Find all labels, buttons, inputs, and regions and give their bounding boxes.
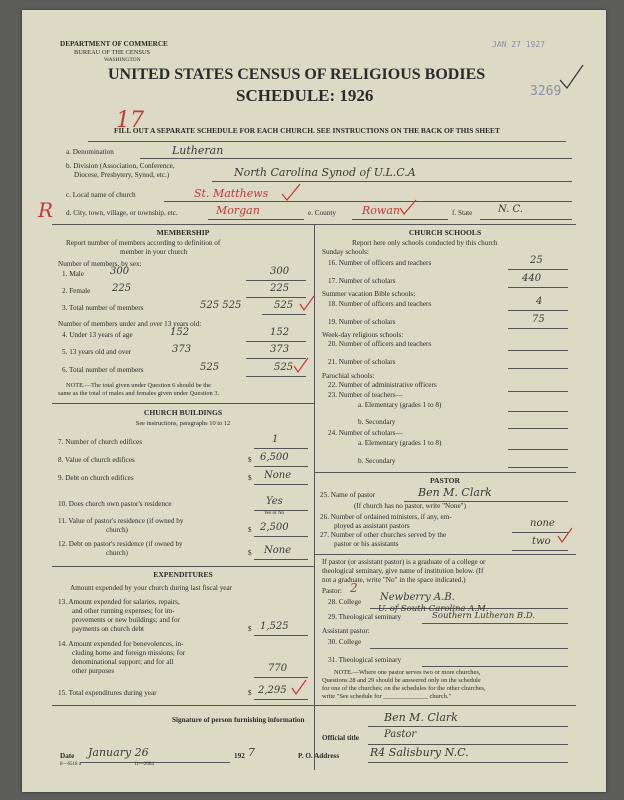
membership-intro-1: Report number of members according to definition of <box>66 239 221 247</box>
pastor-note-4: write "See schedule for ______________ church." <box>322 693 452 700</box>
benevolence-label-2: cluding home and foreign missions; for <box>72 649 186 657</box>
checkmark-icon <box>298 294 316 312</box>
edifice-debt-label: 9. Debt on church edifices <box>58 474 134 482</box>
print-number: 11—2064 <box>134 762 154 767</box>
checkmark-icon <box>398 198 418 216</box>
summer-officers-line <box>508 310 568 311</box>
teachers-elementary-line <box>508 411 568 412</box>
scholars-secondary-line <box>508 467 568 468</box>
summer-officers-value: 4 <box>536 296 543 307</box>
expenditures-subheading: Amount expended by your church during last fiscal year <box>70 584 233 592</box>
scholars-elementary-label: a. Elementary (grades 1 to 8) <box>358 439 442 447</box>
running-exp-line <box>254 635 308 636</box>
asst-college-label: 30. College <box>328 638 362 646</box>
county-value: Rowan <box>362 204 400 217</box>
official-title-value: Pastor <box>384 729 417 740</box>
total-exp-value: 2,295 <box>258 685 287 696</box>
dollar-sign: $ <box>248 456 252 464</box>
sunday-officers-value: 25 <box>530 255 543 266</box>
state-line <box>480 219 572 220</box>
female-value: 225 <box>270 283 290 294</box>
edifice-value-line <box>254 466 308 467</box>
male-left-value: 300 <box>110 266 130 277</box>
denomination-line <box>140 158 572 159</box>
female-line <box>246 297 306 298</box>
pastor-mid-rule <box>314 554 576 555</box>
under-13-left-value: 152 <box>170 327 190 338</box>
schools-heading: CHURCH SCHOOLS <box>408 228 482 237</box>
county-label: e. County <box>308 209 336 217</box>
under-13-line <box>246 341 306 342</box>
total-members-2-left-value: 525 <box>200 362 220 373</box>
city-value: Morgan <box>216 204 260 217</box>
membership-bottom-rule <box>52 403 314 404</box>
members-by-sex-label: Number of members, by sex: <box>58 260 142 268</box>
weekday-schools-label: Week-day religious schools: <box>322 331 404 339</box>
checkmark-icon <box>556 62 586 92</box>
assistant-ministers-value: none <box>530 518 555 529</box>
pastor-note-3: for one of the churches; on the schedules for the other churches, <box>322 685 486 692</box>
form-title: UNITED STATES CENSUS OF RELIGIOUS BODIES <box>108 66 486 83</box>
official-title-line <box>368 744 568 745</box>
checkmark-icon <box>290 678 308 696</box>
owns-residence-label: 10. Does church own pastor's residence <box>58 500 172 508</box>
city-line <box>208 219 304 220</box>
denomination-value: Lutheran <box>172 144 224 157</box>
total-members-2-line <box>246 376 306 377</box>
college-label: 28. College <box>328 598 362 606</box>
other-churches-label-2: pastor or his assistants <box>334 540 399 548</box>
form-number: 8—6518 a <box>60 762 81 767</box>
running-exp-label-4: payments on church debt <box>72 625 145 633</box>
edifice-value-value: 6,500 <box>260 452 289 463</box>
membership-note-2: same as the total of males and females given under Question 3. <box>58 390 220 397</box>
division-line <box>212 181 572 182</box>
church-edifices-value: 1 <box>272 434 279 445</box>
total-members-2-label: 6. Total number of members <box>62 366 144 374</box>
college-value-2: U. of South Carolina A.M. <box>378 604 489 614</box>
seminary-label: 29. Theological seminary <box>328 613 402 621</box>
state-value: N. C. <box>498 204 523 215</box>
asst-seminary-label: 31. Theological seminary <box>328 656 402 664</box>
asst-college-line <box>370 648 568 649</box>
owns-residence-value: Yes <box>266 496 283 507</box>
running-exp-label-1: 13. Amount expended for salaries, repairs, <box>58 598 180 606</box>
residence-value-value: 2,500 <box>260 522 289 533</box>
over-13-label: 5. 13 years old and over <box>62 348 132 356</box>
red-annotation-number: 17 <box>116 108 144 133</box>
under-13-value: 152 <box>270 327 290 338</box>
checkmark-icon <box>280 182 302 202</box>
scholars-secondary-label: b. Secondary <box>358 457 396 465</box>
pastor-name-value: Ben M. Clark <box>418 486 492 499</box>
form-instruction: FILL OUT A SEPARATE SCHEDULE FOR EACH CHURCH. SEE INSTRUCTIONS ON THE BACK OF THIS SHEET <box>114 126 500 135</box>
residence-value-line <box>254 536 308 537</box>
state-label: f. State <box>452 209 473 217</box>
signature-line <box>368 726 568 727</box>
residence-debt-label-2: church) <box>106 549 128 557</box>
total-exp-label: 15. Total expenditures during year <box>58 689 157 697</box>
dollar-sign: $ <box>248 549 252 557</box>
male-label: 1. Male <box>62 270 84 278</box>
sunday-scholars-label: 17. Number of scholars <box>328 277 396 285</box>
other-churches-value: two <box>532 536 551 547</box>
teachers-secondary-line <box>508 428 568 429</box>
sunday-schools-label: Sunday schools: <box>322 248 369 256</box>
buildings-heading: CHURCH BUILDINGS <box>143 408 223 417</box>
footer-top-rule <box>52 705 576 706</box>
checkmark-icon <box>292 356 310 374</box>
benevolence-label-4: other purposes <box>72 667 115 675</box>
header-divider <box>88 141 566 142</box>
department-name: DEPARTMENT OF COMMERCE <box>60 40 168 48</box>
dollar-sign: $ <box>248 625 252 633</box>
weekday-officers-line <box>508 350 568 351</box>
pastor-heading: PASTOR <box>429 476 461 485</box>
edifice-value-label: 8. Value of church edifices <box>58 456 135 464</box>
year-prefix: 192 <box>234 752 245 760</box>
summer-scholars-label: 19. Number of scholars <box>328 318 396 326</box>
membership-note-1: NOTE.—The total given under Question 6 should be the <box>66 382 212 389</box>
schools-intro: Report here only schools conducted by this church <box>352 239 498 247</box>
division-value: North Carolina Synod of U.L.C.A <box>234 166 416 179</box>
teachers-elementary-label: a. Elementary (grades 1 to 8) <box>358 401 442 409</box>
graduate-note-3: not a graduate, write "No" in the space indicated.) <box>322 576 466 584</box>
pastor-sub-label: Pastor: <box>322 587 342 595</box>
total-members-line <box>262 314 306 315</box>
benevolence-label-3: denominational support; and for all <box>72 658 174 666</box>
assistant-ministers-label-1: 26. Number of ordained ministers, if any, em- <box>320 513 452 521</box>
under-13-label: 4. Under 13 years of age <box>62 331 133 339</box>
dollar-sign: $ <box>248 689 252 697</box>
church-name-value: St. Matthews <box>194 187 269 200</box>
checkmark-icon <box>556 526 574 544</box>
signature-value: Ben M. Clark <box>384 711 458 724</box>
date-line <box>80 762 230 763</box>
pastor-note-2: Questions 28 and 29 should be answered only on the schedule <box>322 677 481 684</box>
sunday-scholars-line <box>508 287 568 288</box>
total-members-value: 525 <box>274 300 294 311</box>
membership-heading: MEMBERSHIP <box>156 228 210 237</box>
city-label: d. City, town, village, or township, etc. <box>66 209 178 217</box>
running-exp-value: 1,525 <box>260 621 289 632</box>
pastor-note-1: NOTE.—Where one pastor serves two or more churches, <box>334 669 481 676</box>
residence-debt-line <box>254 559 308 560</box>
edifice-debt-line <box>254 484 308 485</box>
summer-scholars-value: 75 <box>532 314 545 325</box>
parochial-admin-line <box>508 391 568 392</box>
assistant-ministers-label-2: ployed as assistant pastors <box>334 522 410 530</box>
male-value: 300 <box>270 266 290 277</box>
residence-debt-label-1: 12. Debt on pastor's residence (if owned by <box>58 540 183 548</box>
received-date-stamp: JAN 27 1927 <box>492 40 545 49</box>
dollar-sign: $ <box>248 526 252 534</box>
sunday-scholars-value: 440 <box>522 273 542 284</box>
running-exp-label-2: and other running expenses; for im- <box>72 607 175 615</box>
scholars-elementary-line <box>508 449 568 450</box>
female-label: 2. Female <box>62 287 91 295</box>
parochial-admin-label: 22. Number of administrative officers <box>328 381 437 389</box>
pastor-name-note: (If church has no pastor, write "None") <box>354 502 466 510</box>
denomination-label: a. Denomination <box>66 148 114 156</box>
weekday-scholars-line <box>508 368 568 369</box>
graduate-note-2: theological seminary, give name of institution below. (If <box>322 567 484 575</box>
benevolence-value: 770 <box>268 663 288 674</box>
other-churches-label-1: 27. Number of other churches served by the <box>320 531 447 539</box>
under-over-label: Number of members under and over 13 years old: <box>58 320 202 328</box>
buildings-subheading: See instructions, paragraphs 10 to 12 <box>135 420 231 427</box>
red-annotation-letter: R <box>38 198 54 222</box>
weekday-scholars-label: 21. Number of scholars <box>328 358 396 366</box>
seminary-value: Southern Lutheran B.D. <box>432 611 536 621</box>
address-line <box>368 762 568 763</box>
weekday-officers-label: 20. Number of officers and teachers <box>328 340 432 348</box>
form-subtitle: SCHEDULE: 1926 <box>236 86 374 105</box>
total-members-left-value: 525 525 <box>200 300 242 311</box>
address-label: P. O. Address <box>298 752 340 760</box>
year-value: 7 <box>248 746 255 759</box>
female-left-value: 225 <box>112 283 132 294</box>
county-line <box>352 219 448 220</box>
sunday-officers-label: 16. Number of officers and teachers <box>328 259 432 267</box>
expenditures-heading: EXPENDITURES <box>153 570 213 579</box>
division-label-1: b. Division (Association, Conference, <box>66 162 175 170</box>
benevolence-label-1: 14. Amount expended for benevolences, in- <box>58 640 184 648</box>
serial-number-stamp: 3269 <box>530 84 562 99</box>
red-annotation-mark: 2 <box>350 581 358 595</box>
address-value: R4 Salisbury N.C. <box>370 746 469 759</box>
census-schedule-page <box>22 10 606 792</box>
date-label: Date <box>60 752 75 760</box>
parochial-teachers-label: 23. Number of teachers— <box>328 391 403 399</box>
church-edifices-line <box>254 448 308 449</box>
signature-label: Signature of person furnishing information <box>172 716 305 724</box>
asst-seminary-line <box>422 666 568 667</box>
over-13-left-value: 373 <box>172 344 192 355</box>
church-name-label: c. Local name of church <box>66 191 136 199</box>
parochial-scholars-label: 24. Number of scholars— <box>328 429 403 437</box>
parochial-schools-label: Parochial schools: <box>322 372 375 380</box>
college-value: Newberry A.B. <box>380 592 455 603</box>
schools-bottom-rule <box>314 472 576 473</box>
sunday-officers-line <box>508 269 568 270</box>
summer-scholars-line <box>508 328 568 329</box>
pastor-name-label: 25. Name of pastor <box>320 491 376 499</box>
running-exp-label-3: provements or new buildings; and for <box>72 616 180 624</box>
membership-intro-2: member in your church <box>120 248 188 256</box>
buildings-bottom-rule <box>52 566 314 567</box>
official-title-label: Official title <box>322 734 359 742</box>
dollar-sign: $ <box>248 474 252 482</box>
church-name-line <box>164 201 572 202</box>
summer-schools-label: Summer vacation Bible schools: <box>322 290 416 298</box>
residence-value-label-1: 11. Value of pastor's residence (if owned by <box>58 517 184 525</box>
yes-no-caption: Yes or No <box>264 511 285 516</box>
edifice-debt-value: None <box>264 470 292 481</box>
total-members-2-value: 525 <box>274 362 294 373</box>
seminary-line <box>422 623 568 624</box>
date-value: January 26 <box>88 746 149 759</box>
teachers-secondary-label: b. Secondary <box>358 418 396 426</box>
graduate-note-1: If pastor (or assistant pastor) is a graduate of a college or <box>322 558 486 566</box>
bureau-name: BUREAU OF THE CENSUS <box>74 49 151 56</box>
division-label-2: Diocese, Presbytery, Synod, etc.) <box>74 171 170 179</box>
total-exp-line <box>254 699 308 700</box>
assistant-pastor-label: Assistant pastor: <box>322 627 370 635</box>
residence-debt-value: None <box>264 545 292 556</box>
other-churches-line <box>512 550 568 551</box>
bureau-city: WASHINGTON <box>104 57 141 63</box>
church-edifices-label: 7. Number of church edifices <box>58 438 143 446</box>
over-13-value: 373 <box>270 344 290 355</box>
summer-officers-label: 18. Number of officers and teachers <box>328 300 432 308</box>
male-line <box>246 280 306 281</box>
residence-value-label-2: church) <box>106 526 128 534</box>
total-members-label: 3. Total number of members <box>62 304 144 312</box>
